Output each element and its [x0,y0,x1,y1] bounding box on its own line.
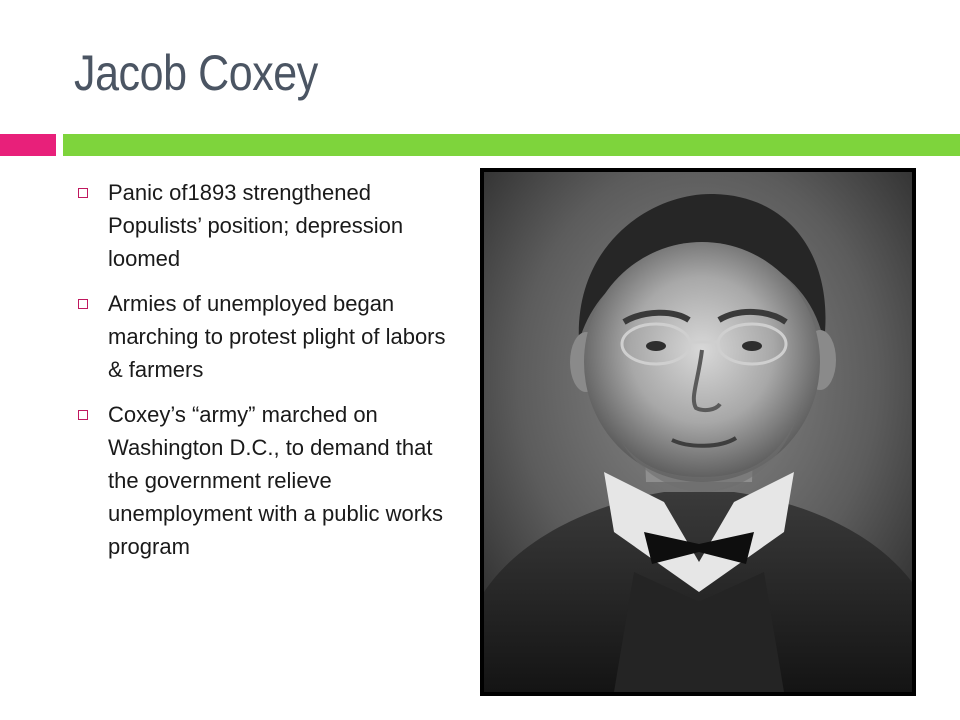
accent-bar-pink [0,134,56,156]
accent-bar-green [63,134,960,156]
square-bullet-icon [78,299,88,309]
bullet-item [76,398,466,563]
bullet-text: Panic of1893 strengthened Populists’ position; depression loomed [108,180,404,271]
bullet-list [76,176,466,575]
square-bullet-icon [78,188,88,198]
bullet-text: Armies of unemployed began marching to protest plight of labors & farmers [108,291,446,382]
bullet-item [76,176,466,275]
portrait-image [480,168,916,696]
slide-title: Jacob Coxey [74,45,318,101]
square-bullet-icon [78,410,88,420]
bullet-text: Coxey’s “army” marched on Washington D.C., to demand that the government relieve unemployment with a public works program [108,402,444,559]
bullet-item [76,287,466,386]
portrait-photo-icon [484,172,912,692]
